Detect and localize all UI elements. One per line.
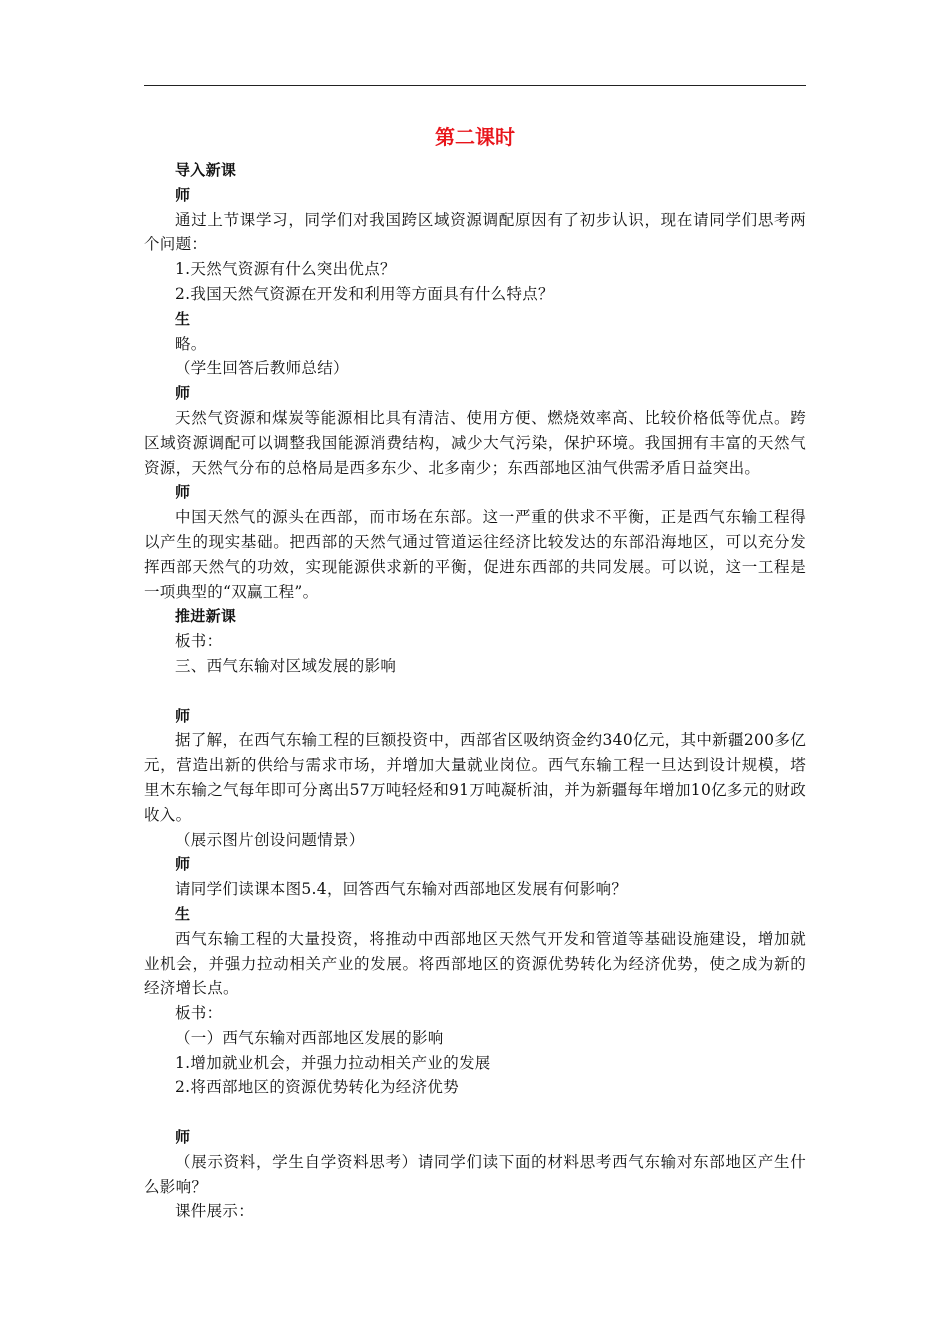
section-heading: 推进新课 (175, 607, 237, 626)
section-heading: 师 (175, 483, 191, 502)
section-heading: 导入新课 (175, 161, 237, 179)
paragraph: 2.我国天然气资源在开发和利用等方面具有什么特点？ (175, 284, 554, 303)
paragraph: 西气东输工程的大量投资，将推动中西部地区天然气开发和管道等基础设施建设，增加就业机会，并强力拉动相关产业的发展。将西部地区的资源优势转化为经济优势，使之成为新的经济增长点。 (144, 929, 806, 998)
paragraph: （展示资料，学生自学资料思考）请同学们读下面的材料思考西气东输对东部地区产生什么影响？ (144, 1152, 806, 1196)
section-heading: 师 (175, 384, 191, 403)
paragraph: 板书： (175, 1004, 223, 1023)
paragraph: （学生回答后教师总结） (175, 359, 349, 378)
paragraph: 据了解，在西气东输工程的巨额投资中，西部省区吸纳资金约340亿元，其中新疆200多亿元，营造出新的供给与需求市场，并增加大量就业岗位。西气东输工程一旦达到设计规模，塔里木东输之气每年即可分离出57万吨轻烃和91万吨凝析油，并为新疆每年增加10亿多元的财政收入。 (144, 731, 806, 824)
paragraph: 1.天然气资源有什么突出优点？ (175, 260, 396, 279)
paragraph: （展示图片创设问题情景） (175, 830, 365, 849)
section-heading: 师 (175, 185, 191, 204)
blank-line (144, 679, 806, 704)
section-heading: 生 (175, 904, 191, 923)
section-heading: 师 (175, 1128, 191, 1147)
section-heading: 生 (175, 309, 191, 328)
paragraph: 中国天然气的源头在西部，而市场在东部。这一严重的供求不平衡，正是西气东输工程得以产生的现实基础。把西部的天然气通过管道运往经济比较发达的东部沿海地区，可以充分发挥西部天然气的功效，实现能源供求新的平衡，促进东西部的共同发展。可以说，这一工程是一项典型的“双赢工程”。 (144, 508, 806, 601)
paragraph: 1.增加就业机会，并强力拉动相关产业的发展 (175, 1053, 491, 1072)
document-body (144, 120, 806, 1224)
header-rule (144, 85, 806, 86)
paragraph: 天然气资源和煤炭等能源相比具有清洁、使用方便、燃烧效率高、比较价格低等优点。跨区域资源调配可以调整我国能源消费结构，减少大气污染，保护环境。我国拥有丰富的天然气资源，天然气分布的总格局是西多东少、北多南少；东西部地区油气供需矛盾日益突出。 (144, 408, 806, 477)
paragraph: 请同学们读课本图5.4，回答西气东输对西部地区发展有何影响？ (175, 880, 628, 899)
paragraph: 通过上节课学习，同学们对我国跨区域资源调配原因有了初步认识，现在请同学们思考两个问题： (144, 210, 806, 254)
paragraph: 略。 (175, 334, 207, 353)
paragraph: 2.将西部地区的资源优势转化为经济优势 (175, 1078, 459, 1097)
paragraph: 板书： (175, 632, 223, 651)
paragraph: 三、西气东输对区域发展的影响 (175, 656, 397, 675)
section-heading: 师 (175, 706, 191, 725)
page-title: 第二课时 (435, 125, 515, 149)
paragraph: 课件展示： (175, 1202, 255, 1221)
paragraph: （一）西气东输对西部地区发展的影响 (175, 1028, 444, 1047)
blank-line (144, 1100, 806, 1125)
section-heading: 师 (175, 855, 191, 874)
